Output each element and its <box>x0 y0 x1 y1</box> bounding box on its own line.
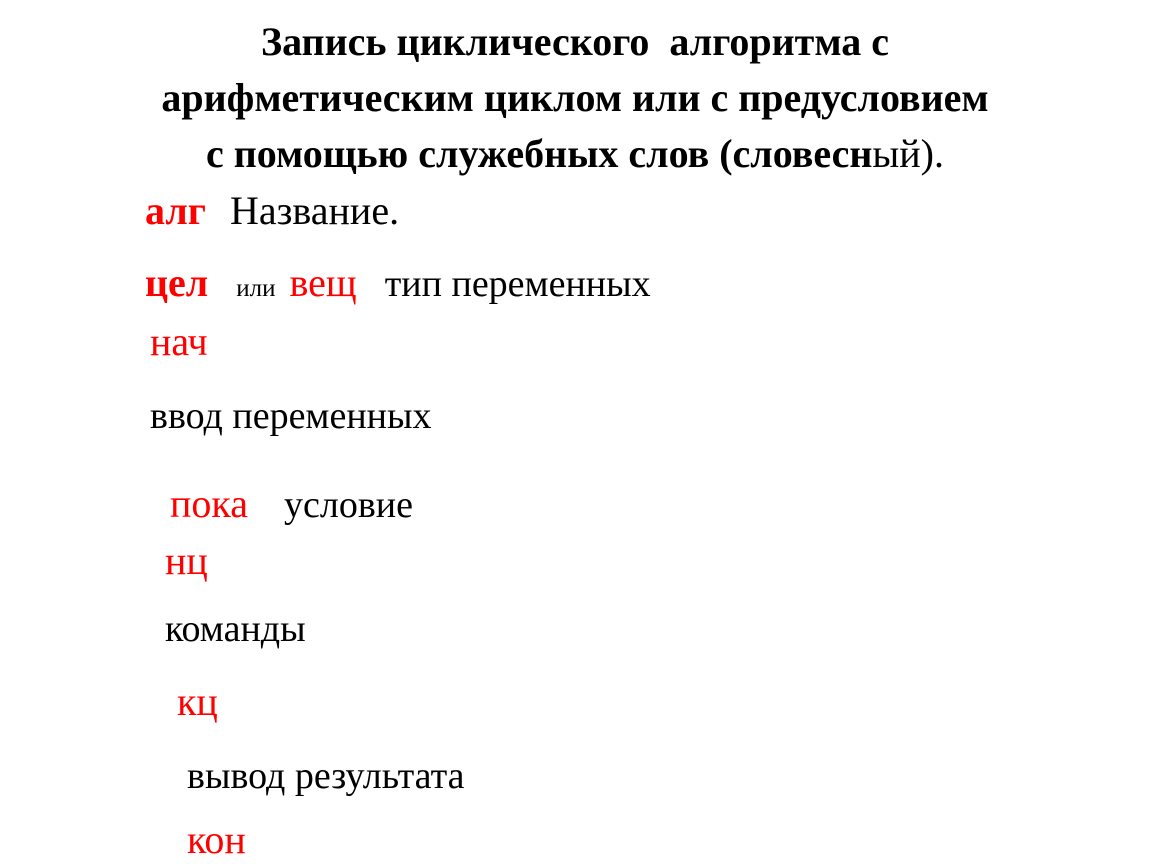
algorithm-name-text: Название. <box>229 188 400 233</box>
condition-text: условие <box>284 484 413 526</box>
line-types <box>137 247 651 303</box>
variable-type-text: тип переменных <box>384 263 651 305</box>
title-line-3 <box>0 126 1150 182</box>
keyword-alg: алг <box>145 188 206 233</box>
title-line-2: арифметическим циклом или с предусловием <box>161 75 989 120</box>
keyword-kc: кц <box>177 679 218 724</box>
keyword-poka: пока <box>170 481 248 526</box>
slide-title <box>0 14 1150 182</box>
keyword-kon: кон <box>187 817 246 862</box>
keyword-vesh: вещ <box>289 260 357 305</box>
keyword-cel: цел <box>145 260 209 305</box>
output-result-text: вывод результата <box>187 755 465 797</box>
or-text: или <box>236 275 276 302</box>
title-line-3-bold: с помощью служебных слов (словесн <box>206 131 873 176</box>
input-variables-text: ввод переменных <box>150 395 432 437</box>
commands-text: команды <box>165 608 306 650</box>
title-line-3-normal: ый). <box>872 131 944 176</box>
keyword-nc: нц <box>165 538 208 583</box>
title-line-1: Запись циклического алгоритма с <box>260 19 890 64</box>
line-poka <box>162 468 413 524</box>
keyword-nach: нач <box>150 319 208 364</box>
line-alg <box>137 175 399 231</box>
